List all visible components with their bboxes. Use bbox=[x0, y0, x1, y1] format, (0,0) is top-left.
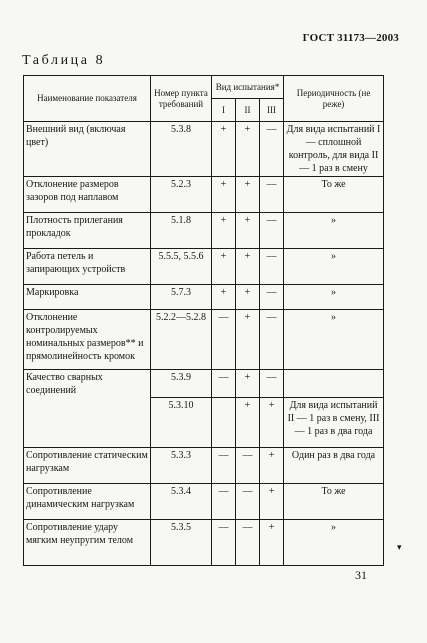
table-caption: Таблица 8 bbox=[22, 53, 106, 68]
row-period: » bbox=[284, 249, 384, 285]
table-row bbox=[24, 448, 384, 484]
col-header-clause: Номер пункта требований bbox=[151, 76, 212, 122]
row-test-ii: + bbox=[236, 177, 260, 213]
row-test-i: — bbox=[212, 310, 236, 370]
table-row bbox=[24, 249, 384, 285]
row-test-iii: + bbox=[260, 484, 284, 520]
row-test-iii: — bbox=[260, 285, 284, 310]
row-test-ii: + bbox=[236, 122, 260, 177]
row-test-i: + bbox=[212, 122, 236, 177]
table-row bbox=[24, 370, 384, 398]
row-clause: 5.1.8 bbox=[151, 213, 212, 249]
standard-number: ГОСТ 31173—2003 bbox=[302, 32, 399, 44]
col-header-name: Наименование показателя bbox=[24, 76, 151, 122]
col-header-test-type: Вид испытания* bbox=[212, 76, 284, 99]
row-test-iii: — bbox=[260, 213, 284, 249]
row-name: Отклонение размеров зазоров под наплавом bbox=[24, 177, 151, 213]
row-clause: 5.3.5 bbox=[151, 520, 212, 566]
col-header-period: Периодичность (не реже) bbox=[284, 76, 384, 122]
row-test-iii: — bbox=[260, 370, 284, 398]
margin-mark: ▾ bbox=[397, 542, 402, 552]
row-period: Для вида испытаний I — сплошной контроль, для вида II — 1 раз в смену bbox=[284, 122, 384, 177]
row-period: То же bbox=[284, 484, 384, 520]
row-period: Один раз в два года bbox=[284, 448, 384, 484]
row-test-iii: — bbox=[260, 249, 284, 285]
row-period: » bbox=[284, 285, 384, 310]
row-name: Качество сварных соединений bbox=[24, 370, 151, 448]
table-row bbox=[24, 122, 384, 177]
row-test-iii: — bbox=[260, 122, 284, 177]
row-clause: 5.3.8 bbox=[151, 122, 212, 177]
row-name: Отклонение контролируемых номинальных размеров** и прямолинейность кромок bbox=[24, 310, 151, 370]
row-test-ii: — bbox=[236, 484, 260, 520]
col-header-ii: II bbox=[236, 99, 260, 122]
row-clause: 5.2.3 bbox=[151, 177, 212, 213]
row-clause: 5.3.4 bbox=[151, 484, 212, 520]
row-test-ii: + bbox=[236, 249, 260, 285]
row-test-i: — bbox=[212, 484, 236, 520]
row-period: » bbox=[284, 310, 384, 370]
row-name: Сопротивление динамическим нагрузкам bbox=[24, 484, 151, 520]
table-row bbox=[24, 177, 384, 213]
row-test-i: + bbox=[212, 213, 236, 249]
row-test-ii: + bbox=[236, 398, 260, 448]
table-row bbox=[24, 285, 384, 310]
row-period: То же bbox=[284, 177, 384, 213]
row-test-ii: + bbox=[236, 310, 260, 370]
col-header-i: I bbox=[212, 99, 236, 122]
row-test-i: + bbox=[212, 177, 236, 213]
row-clause: 5.3.3 bbox=[151, 448, 212, 484]
row-clause: 5.2.2—5.2.8 bbox=[151, 310, 212, 370]
table-row bbox=[24, 484, 384, 520]
row-name: Внешний вид (включая цвет) bbox=[24, 122, 151, 177]
row-name: Плотность прилегания прокладок bbox=[24, 213, 151, 249]
row-period bbox=[284, 370, 384, 398]
page-number: 31 bbox=[355, 568, 367, 582]
row-test-iii: — bbox=[260, 310, 284, 370]
row-test-iii: + bbox=[260, 448, 284, 484]
row-clause: 5.3.10 bbox=[151, 398, 212, 448]
row-name: Сопротивление удару мягким неупругим телом bbox=[24, 520, 151, 566]
row-test-iii: + bbox=[260, 398, 284, 448]
row-test-i bbox=[212, 398, 236, 448]
row-test-i: + bbox=[212, 285, 236, 310]
row-test-i: + bbox=[212, 249, 236, 285]
table-row bbox=[24, 213, 384, 249]
row-period: » bbox=[284, 520, 384, 566]
row-period: » bbox=[284, 213, 384, 249]
row-test-i: — bbox=[212, 448, 236, 484]
row-test-ii: + bbox=[236, 370, 260, 398]
col-header-iii: III bbox=[260, 99, 284, 122]
row-test-ii: — bbox=[236, 448, 260, 484]
row-test-iii: — bbox=[260, 177, 284, 213]
row-test-i: — bbox=[212, 370, 236, 398]
row-name: Маркировка bbox=[24, 285, 151, 310]
row-period: Для вида испытаний II — 1 раз в смену, III — 1 раз в два года bbox=[284, 398, 384, 448]
row-clause: 5.7.3 bbox=[151, 285, 212, 310]
requirements-table bbox=[23, 75, 384, 566]
row-name: Сопротивление статическим нагрузкам bbox=[24, 448, 151, 484]
row-name: Работа петель и запирающих устройств bbox=[24, 249, 151, 285]
row-test-ii: + bbox=[236, 285, 260, 310]
row-test-ii: — bbox=[236, 520, 260, 566]
row-clause: 5.3.9 bbox=[151, 370, 212, 398]
row-test-i: — bbox=[212, 520, 236, 566]
table-row bbox=[24, 310, 384, 370]
row-clause: 5.5.5, 5.5.6 bbox=[151, 249, 212, 285]
table-row bbox=[24, 520, 384, 566]
row-test-iii: + bbox=[260, 520, 284, 566]
row-test-ii: + bbox=[236, 213, 260, 249]
